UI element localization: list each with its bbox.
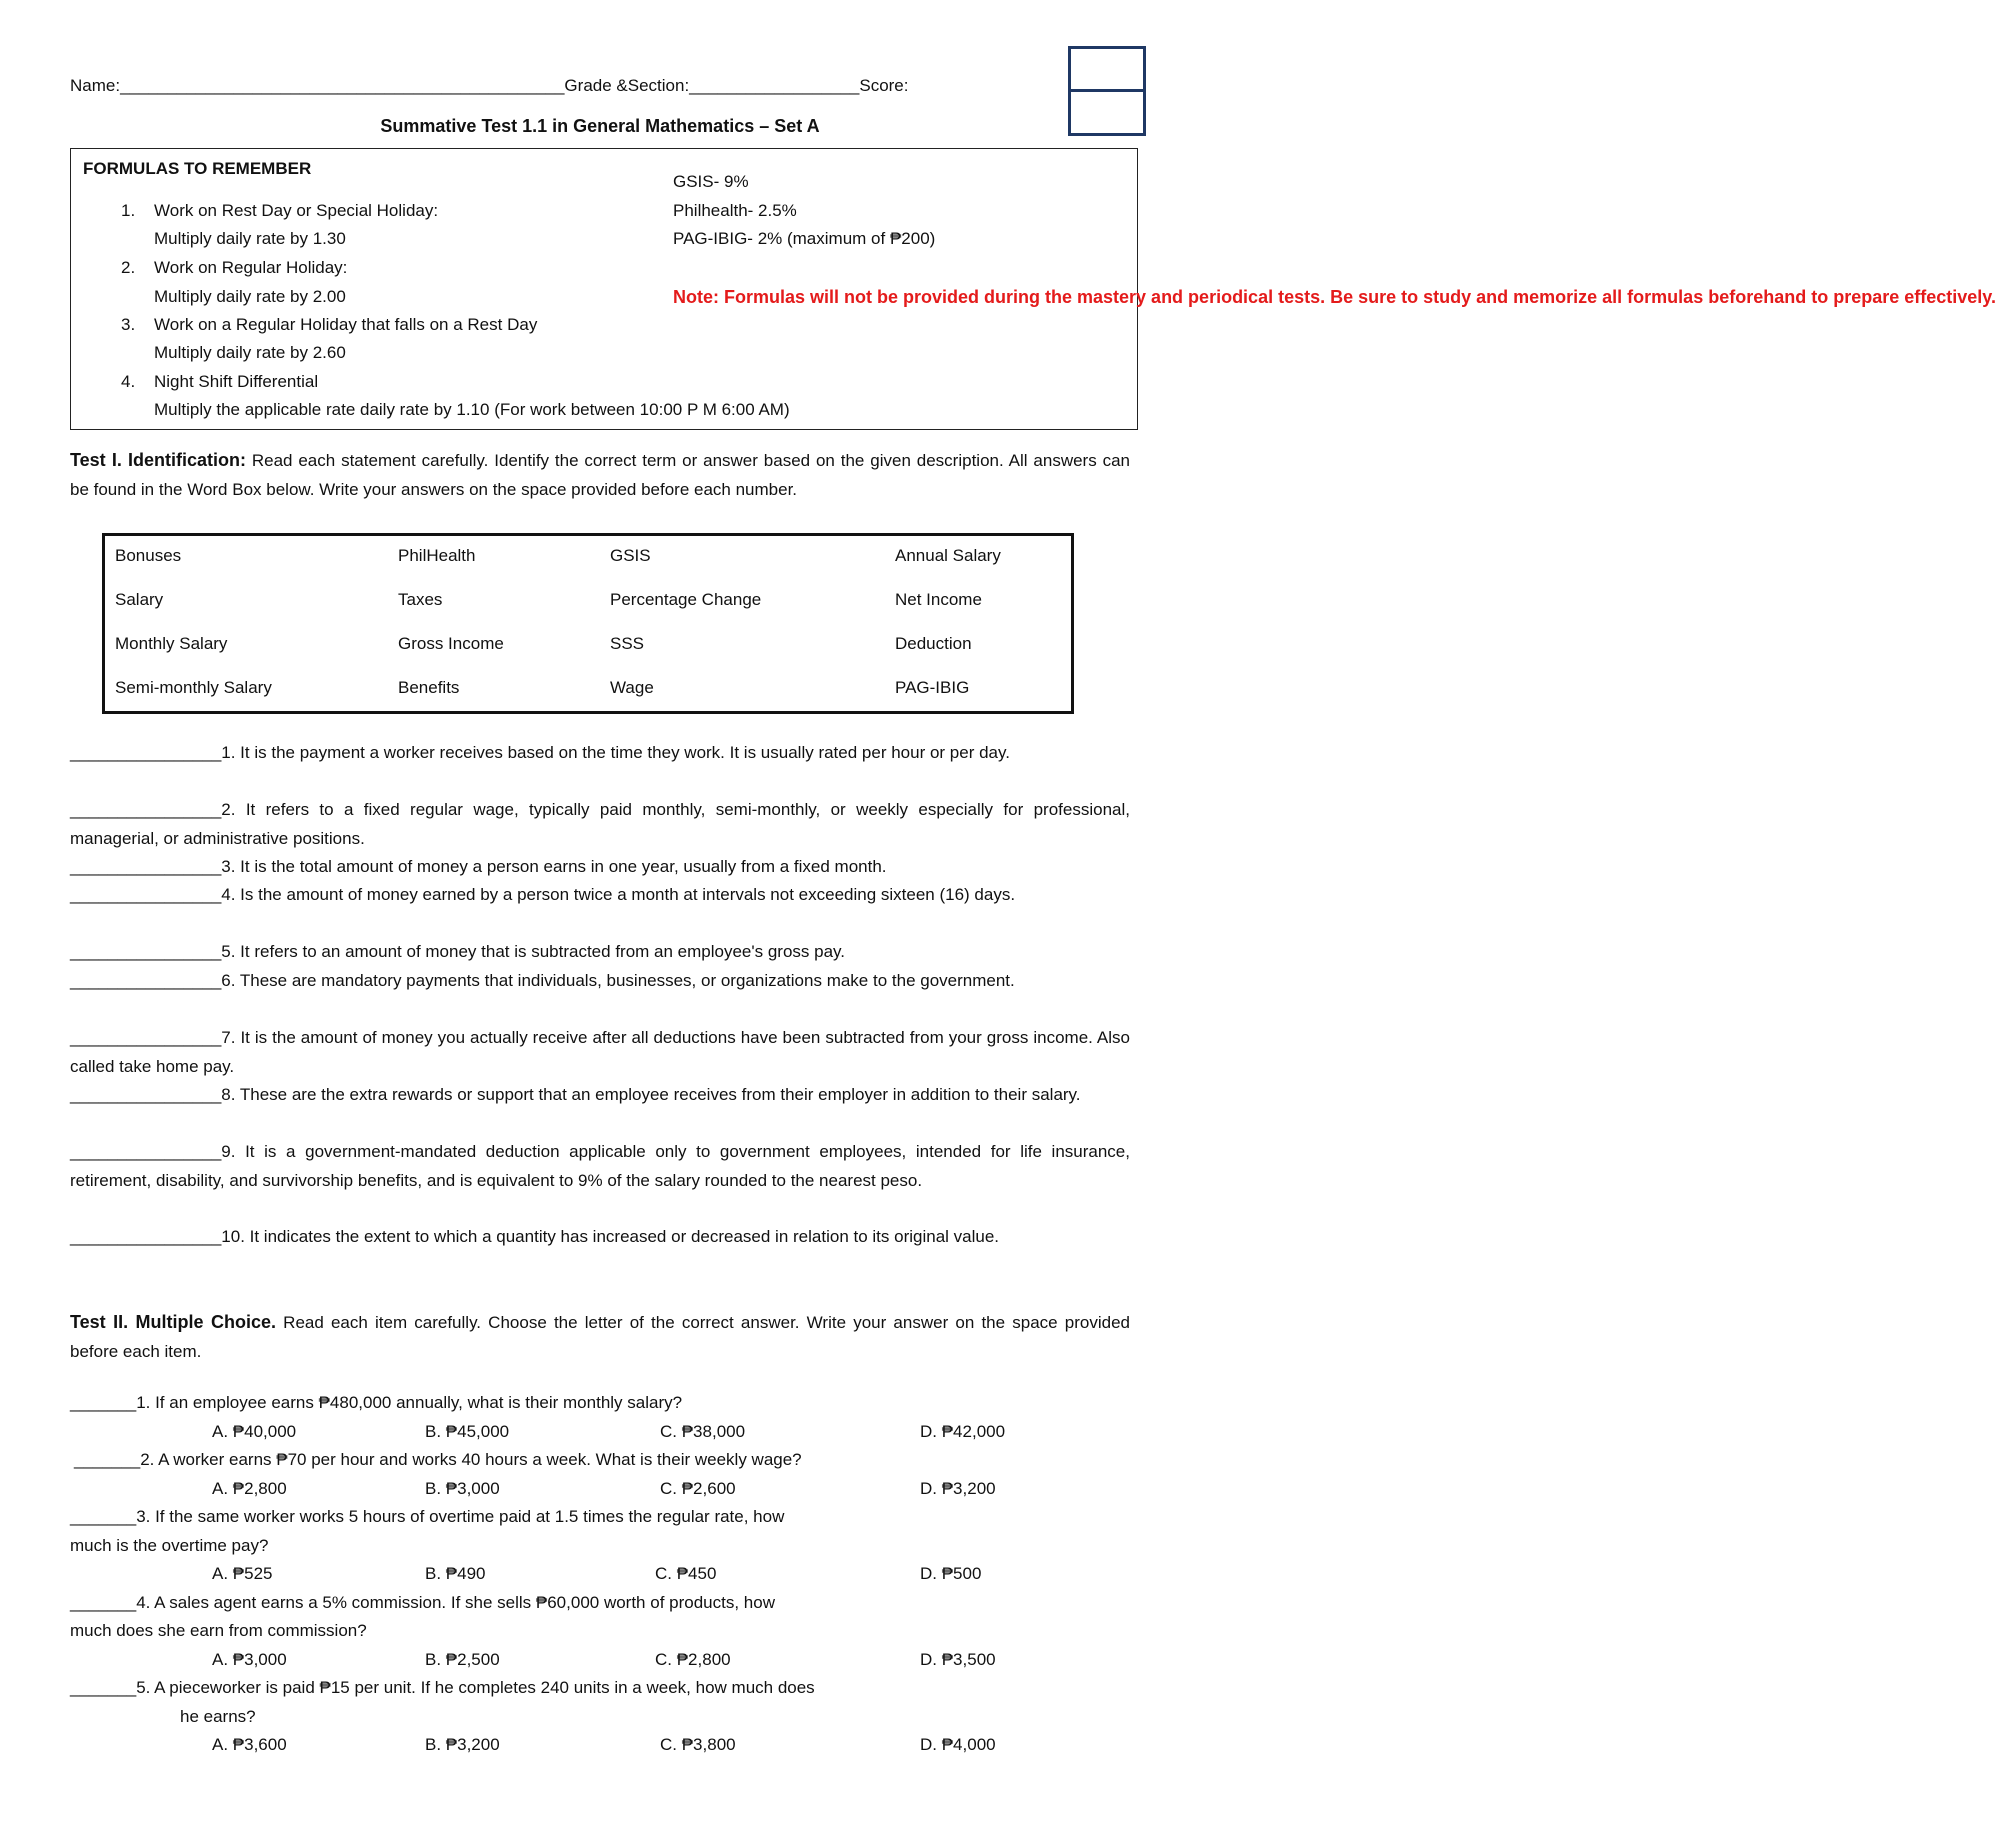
formula-line: Night Shift Differential (154, 372, 319, 391)
identification-item (70, 938, 1130, 967)
word-box-item: Wage (610, 678, 654, 697)
mc-option[interactable]: D. ₱42,000 (920, 1422, 1006, 1441)
formulas-heading: FORMULAS TO REMEMBER (83, 159, 312, 178)
mc-option[interactable]: B. ₱2,500 (425, 1650, 500, 1669)
test2-label: Test II. Multiple Choice. (70, 1312, 276, 1332)
score-box-divider (1071, 89, 1143, 92)
question-text-continued: much does she earn from commission? (70, 1621, 367, 1640)
question-text: 8. These are the extra rewards or support that an employee receives from their employer in addition to their salary. (221, 1085, 1081, 1104)
word-box-item: Net Income (895, 590, 982, 609)
question-text: 4. Is the amount of money earned by a person twice a month at intervals not exceeding sixteen (16) days. (221, 885, 1016, 904)
identification-item (70, 1138, 1130, 1195)
word-box-item: Deduction (895, 634, 972, 653)
mc-option[interactable]: D. ₱3,500 (920, 1650, 996, 1669)
mc-question (70, 1678, 815, 1698)
formulas-box (70, 148, 1996, 430)
identification-item (70, 853, 1130, 882)
mc-option[interactable]: D. ₱4,000 (920, 1735, 996, 1754)
formula-line: Multiply daily rate by 2.00 (154, 287, 346, 306)
mc-question (74, 1450, 802, 1470)
word-box-item: Percentage Change (610, 590, 762, 609)
mc-option[interactable]: A. ₱525 (212, 1564, 273, 1583)
formula-line: Work on Rest Day or Special Holiday: (154, 201, 439, 220)
question-text: 6. These are mandatory payments that individuals, businesses, or organizations make to the government. (221, 971, 1015, 990)
question-text: 5. It refers to an amount of money that is subtracted from an employee's gross pay. (221, 942, 846, 961)
word-box-item: Salary (115, 590, 164, 609)
mc-option[interactable]: C. ₱2,800 (655, 1650, 731, 1669)
mc-option[interactable]: D. ₱500 (920, 1564, 982, 1583)
answer-blank[interactable]: ________________ (70, 743, 222, 762)
mc-option[interactable]: B. ₱3,200 (425, 1735, 500, 1754)
answer-blank[interactable]: ________________ (70, 1028, 222, 1047)
identification-item (70, 1024, 1130, 1081)
question-text-continued: he earns? (180, 1707, 256, 1726)
test1-instructions (70, 446, 1130, 504)
formula-line: Work on Regular Holiday: (154, 258, 348, 277)
answer-blank[interactable]: ________________ (70, 971, 222, 990)
word-box-item: Gross Income (398, 634, 504, 653)
word-box-item: PhilHealth (398, 546, 476, 565)
formula-number: 3. (121, 315, 136, 334)
mc-option[interactable]: C. ₱450 (655, 1564, 717, 1583)
rate-gsis: GSIS- 9% (673, 172, 749, 191)
question-text-continued: much is the overtime pay? (70, 1536, 269, 1555)
rate-pagibig: PAG-IBIG- 2% (maximum of ₱200) (673, 229, 936, 248)
formula-line: Multiply the applicable rate daily rate by 1.10 (For work between 10:00 P M 6:00 AM) (154, 400, 790, 419)
question-text: 10. It indicates the extent to which a quantity has increased or decreased in relation to its original value. (221, 1227, 1000, 1246)
mc-option[interactable]: A. ₱3,600 (212, 1735, 287, 1754)
formula-line: Multiply daily rate by 2.60 (154, 343, 346, 362)
mc-option[interactable]: B. ₱45,000 (425, 1422, 510, 1441)
answer-blank[interactable]: _______ (70, 1593, 137, 1612)
answer-blank[interactable]: _______ (70, 1393, 137, 1412)
word-box-item: Annual Salary (895, 546, 1001, 565)
answer-blank[interactable]: ________________ (70, 857, 222, 876)
formula-line: Work on a Regular Holiday that falls on a Rest Day (154, 315, 538, 334)
mc-question (70, 1593, 775, 1613)
answer-blank[interactable]: ________________ (70, 942, 222, 961)
mc-option[interactable]: C. ₱3,800 (660, 1735, 736, 1754)
word-box-item: PAG-IBIG (895, 678, 970, 697)
formula-line: Multiply daily rate by 1.30 (154, 229, 346, 248)
answer-blank[interactable]: ________________ (70, 1227, 222, 1246)
identification-item (70, 967, 1130, 996)
mc-option[interactable]: C. ₱38,000 (660, 1422, 746, 1441)
question-text: 5. A pieceworker is paid ₱15 per unit. If he completes 240 units in a week, how much does (136, 1678, 815, 1697)
mc-option[interactable]: C. ₱2,600 (660, 1479, 736, 1498)
identification-item (70, 739, 1130, 768)
mc-option[interactable]: D. ₱3,200 (920, 1479, 996, 1498)
identification-item (70, 1223, 1130, 1252)
mc-question (70, 1393, 682, 1413)
mc-question (70, 1507, 784, 1527)
test1-instructions-text: Read each statement carefully. Identify the correct term or answer based on the given description. All answers can be found in the Word Box below. Write your answers on the space provided before each number. (70, 451, 1130, 499)
formula-number: 1. (121, 201, 136, 220)
answer-blank[interactable]: ________________ (70, 1142, 222, 1161)
word-box (102, 533, 1074, 714)
question-text: 2. A worker earns ₱70 per hour and works 40 hours a week. What is their weekly wage? (140, 1450, 802, 1469)
question-text: 4. A sales agent earns a 5% commission. If she sells ₱60,000 worth of products, how (136, 1593, 775, 1612)
formulas-note: Note: Formulas will not be provided during the mastery and periodical tests. Be sure to study and memorize all formulas beforehand to prepare effectively. (673, 287, 1996, 307)
answer-blank[interactable]: _______ (74, 1450, 141, 1469)
answer-blank[interactable]: _______ (70, 1678, 137, 1697)
question-text: 1. It is the payment a worker receives based on the time they work. It is usually rated per hour or per day. (221, 743, 1010, 762)
question-text: 3. It is the total amount of money a person earns in one year, usually from a fixed month. (221, 857, 887, 876)
test1-label: Test I. Identification: (70, 450, 246, 470)
question-text: 7. It is the amount of money you actually receive after all deductions have been subtracted from your gross income. Also called take home pay. (70, 1028, 1130, 1076)
word-box-item: GSIS (610, 546, 651, 565)
answer-blank[interactable]: ________________ (70, 885, 222, 904)
question-text: 1. If an employee earns ₱480,000 annually, what is their monthly salary? (136, 1393, 683, 1412)
mc-option[interactable]: A. ₱40,000 (212, 1422, 297, 1441)
formula-number: 4. (121, 372, 136, 391)
rate-philhealth: Philhealth- 2.5% (673, 201, 797, 220)
word-box-item: Benefits (398, 678, 460, 697)
mc-option[interactable]: B. ₱3,000 (425, 1479, 500, 1498)
word-box-item: SSS (610, 634, 645, 653)
answer-blank[interactable]: ________________ (70, 1085, 222, 1104)
mc-option[interactable]: A. ₱3,000 (212, 1650, 287, 1669)
word-box-item: Semi-monthly Salary (115, 678, 272, 697)
identification-item (70, 881, 1130, 910)
identification-item (70, 796, 1130, 853)
mc-option[interactable]: A. ₱2,800 (212, 1479, 287, 1498)
header-fields: Name:_______________________________________________Grade &Section:__________________Score: (70, 76, 909, 95)
test2-instructions-text: Read each item carefully. Choose the letter of the correct answer. Write your answer on the space provided before each item. (70, 1313, 1130, 1361)
formula-number: 2. (121, 258, 136, 277)
answer-blank[interactable]: ________________ (70, 800, 222, 819)
word-box-item: Bonuses (115, 546, 182, 565)
word-box-item: Taxes (398, 590, 443, 609)
identification-item (70, 1081, 1130, 1110)
page-title: Summative Test 1.1 in General Mathematics – Set A (380, 116, 820, 136)
question-text: 2. It refers to a fixed regular wage, typically paid monthly, semi-monthly, or weekly especially for professional, managerial, or administrative positions. (70, 800, 1130, 848)
word-box-item: Monthly Salary (115, 634, 228, 653)
answer-blank[interactable]: _______ (70, 1507, 137, 1526)
test2-instructions (70, 1308, 1130, 1366)
mc-option[interactable]: B. ₱490 (425, 1564, 486, 1583)
question-text: 9. It is a government-mandated deduction applicable only to government employees, intended for life insurance, retirement, disability, and survivorship benefits, and is equivalent to 9% of the salary rounded to the nearest peso. (70, 1142, 1130, 1190)
question-text: 3. If the same worker works 5 hours of overtime paid at 1.5 times the regular rate, how (136, 1507, 785, 1526)
